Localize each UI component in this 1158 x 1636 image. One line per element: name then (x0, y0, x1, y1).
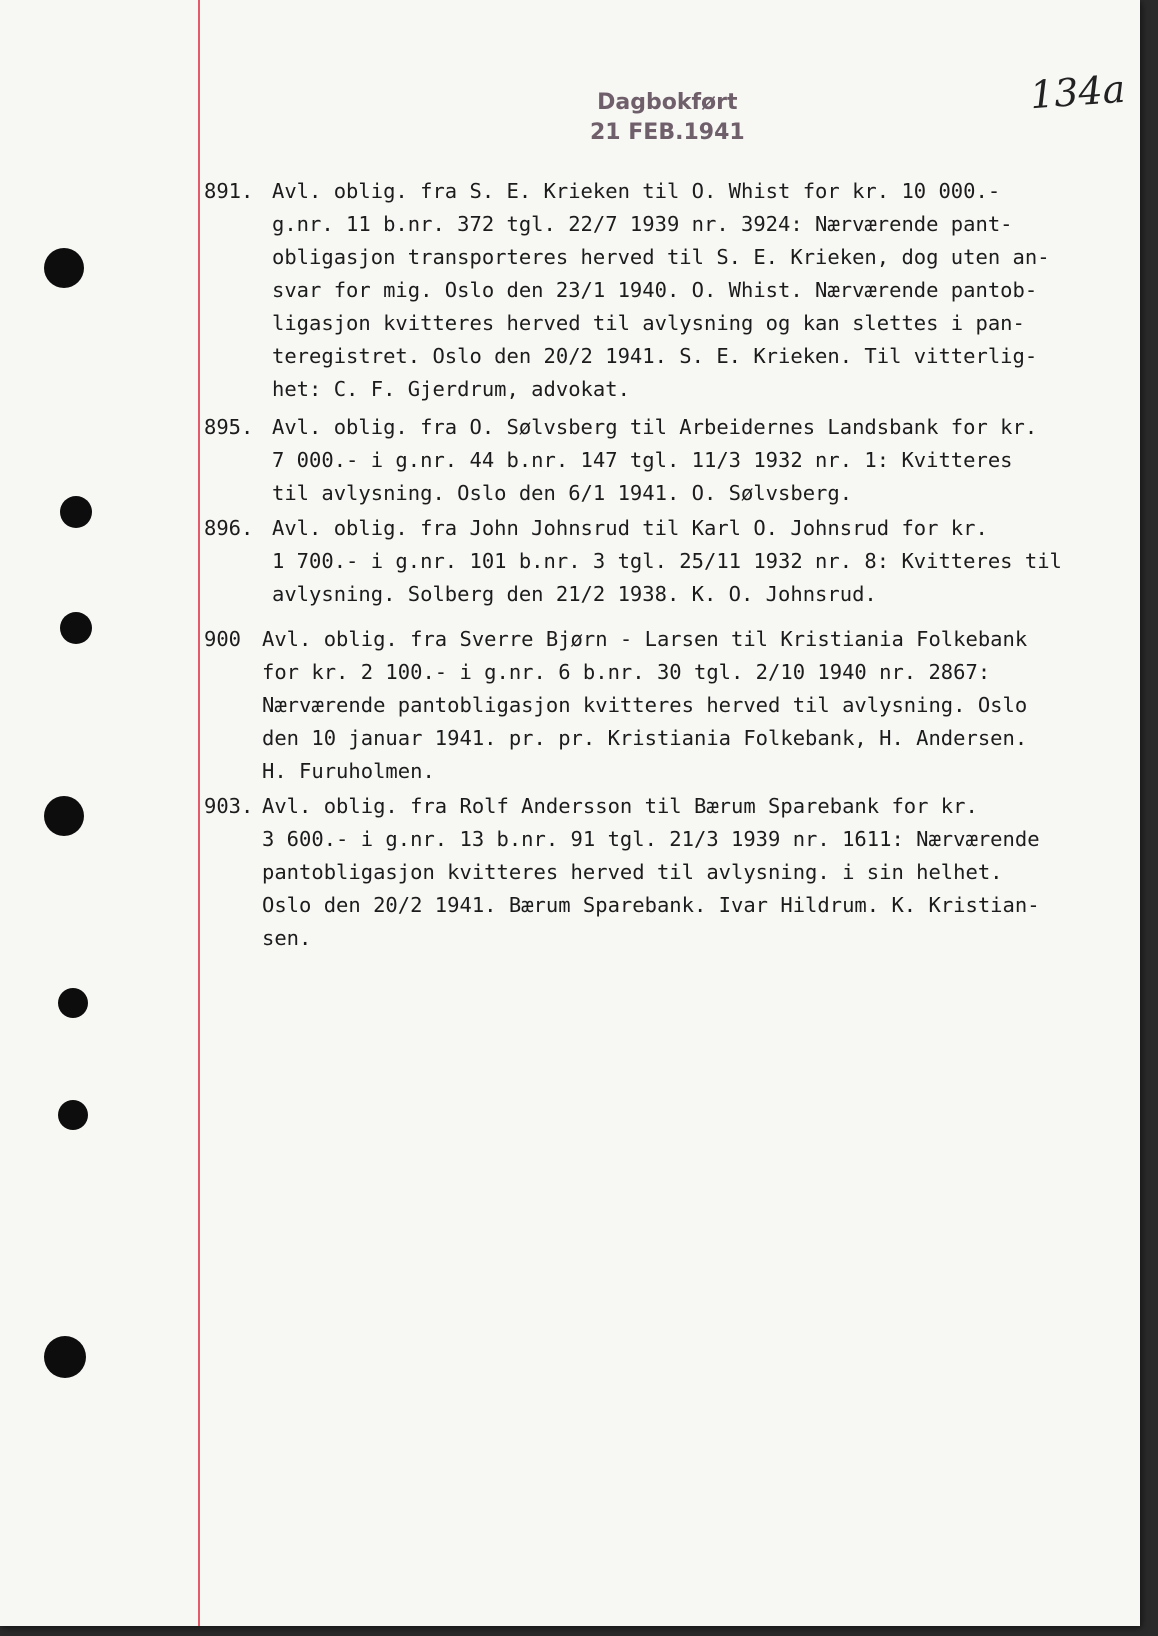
margin-line (198, 0, 200, 1626)
entry-line: Avl. oblig. fra S. E. Krieken til O. Whist for kr. 10 000.- (272, 179, 1001, 203)
entry-line: Oslo den 20/2 1941. Bærum Sparebank. Ivar Hildrum. K. Kristian- (262, 893, 1040, 917)
ledger-entry (204, 411, 1130, 510)
entry-line: g.nr. 11 b.nr. 372 tgl. 22/7 1939 nr. 3924: Nærværende pant- (272, 212, 1013, 236)
entry-number: 895. (204, 415, 254, 439)
page-number: 134a (1028, 66, 1127, 118)
entry-line: 1 700.- i g.nr. 101 b.nr. 3 tgl. 25/11 1932 nr. 8: Kvitteres til (272, 549, 1062, 573)
entry-line: het: C. F. Gjerdrum, advokat. (272, 377, 630, 401)
entry-line: Avl. oblig. fra Rolf Andersson til Bærum Sparebank for kr. (262, 794, 978, 818)
entry-line: Avl. oblig. fra John Johnsrud til Karl O. Johnsrud for kr. (272, 516, 988, 540)
entry-line: Avl. oblig. fra Sverre Bjørn - Larsen til Kristiania Folkebank (262, 627, 1028, 651)
stamp-date: 21 FEB.1941 (590, 120, 745, 145)
entry-line: Nærværende pantobligasjon kvitteres herved til avlysning. Oslo (262, 693, 1028, 717)
entry-line: svar for mig. Oslo den 23/1 1940. O. Whist. Nærværende pantob- (272, 278, 1038, 302)
entry-line: pantobligasjon kvitteres herved til avlysning. i sin helhet. (262, 860, 1003, 884)
entry-line: til avlysning. Oslo den 6/1 1941. O. Sølvsberg. (272, 481, 853, 505)
entry-line: obligasjon transporteres herved til S. E. Krieken, dog uten an- (272, 245, 1050, 269)
punch-hole (44, 248, 84, 288)
entry-line: avlysning. Solberg den 21/2 1938. K. O. Johnsrud. (272, 582, 877, 606)
entry-number: 896. (204, 516, 254, 540)
ledger-entry (204, 623, 1130, 788)
entry-number: 903. (204, 794, 254, 818)
entry-line: for kr. 2 100.- i g.nr. 6 b.nr. 30 tgl. 2/10 1940 nr. 2867: (262, 660, 991, 684)
punch-hole (60, 612, 92, 644)
entry-line: teregistret. Oslo den 20/2 1941. S. E. Krieken. Til vitterlig- (272, 344, 1038, 368)
ledger-entry (204, 175, 1130, 406)
punch-hole (60, 496, 92, 528)
entry-line: sen. (262, 926, 312, 950)
entry-line: Avl. oblig. fra O. Sølvsberg til Arbeidernes Landsbank for kr. (272, 415, 1038, 439)
punch-hole (58, 1100, 88, 1130)
registration-stamp (590, 88, 745, 148)
punch-hole (44, 796, 84, 836)
punch-hole (58, 988, 88, 1018)
entry-line: den 10 januar 1941. pr. pr. Kristiania Folkebank, H. Andersen. (262, 726, 1028, 750)
entry-line: 3 600.- i g.nr. 13 b.nr. 91 tgl. 21/3 1939 nr. 1611: Nærværende (262, 827, 1040, 851)
entry-line: ligasjon kvitteres herved til avlysning og kan slettes i pan- (272, 311, 1025, 335)
ledger-entry (204, 512, 1130, 611)
ledger-entry (204, 790, 1130, 955)
entry-number: 891. (204, 179, 254, 203)
entry-line: 7 000.- i g.nr. 44 b.nr. 147 tgl. 11/3 1932 nr. 1: Kvitteres (272, 448, 1013, 472)
entry-number: 900 (204, 627, 242, 651)
stamp-title: Dagbokført (597, 90, 738, 115)
punch-hole (44, 1336, 86, 1378)
entry-line: H. Furuholmen. (262, 759, 435, 783)
